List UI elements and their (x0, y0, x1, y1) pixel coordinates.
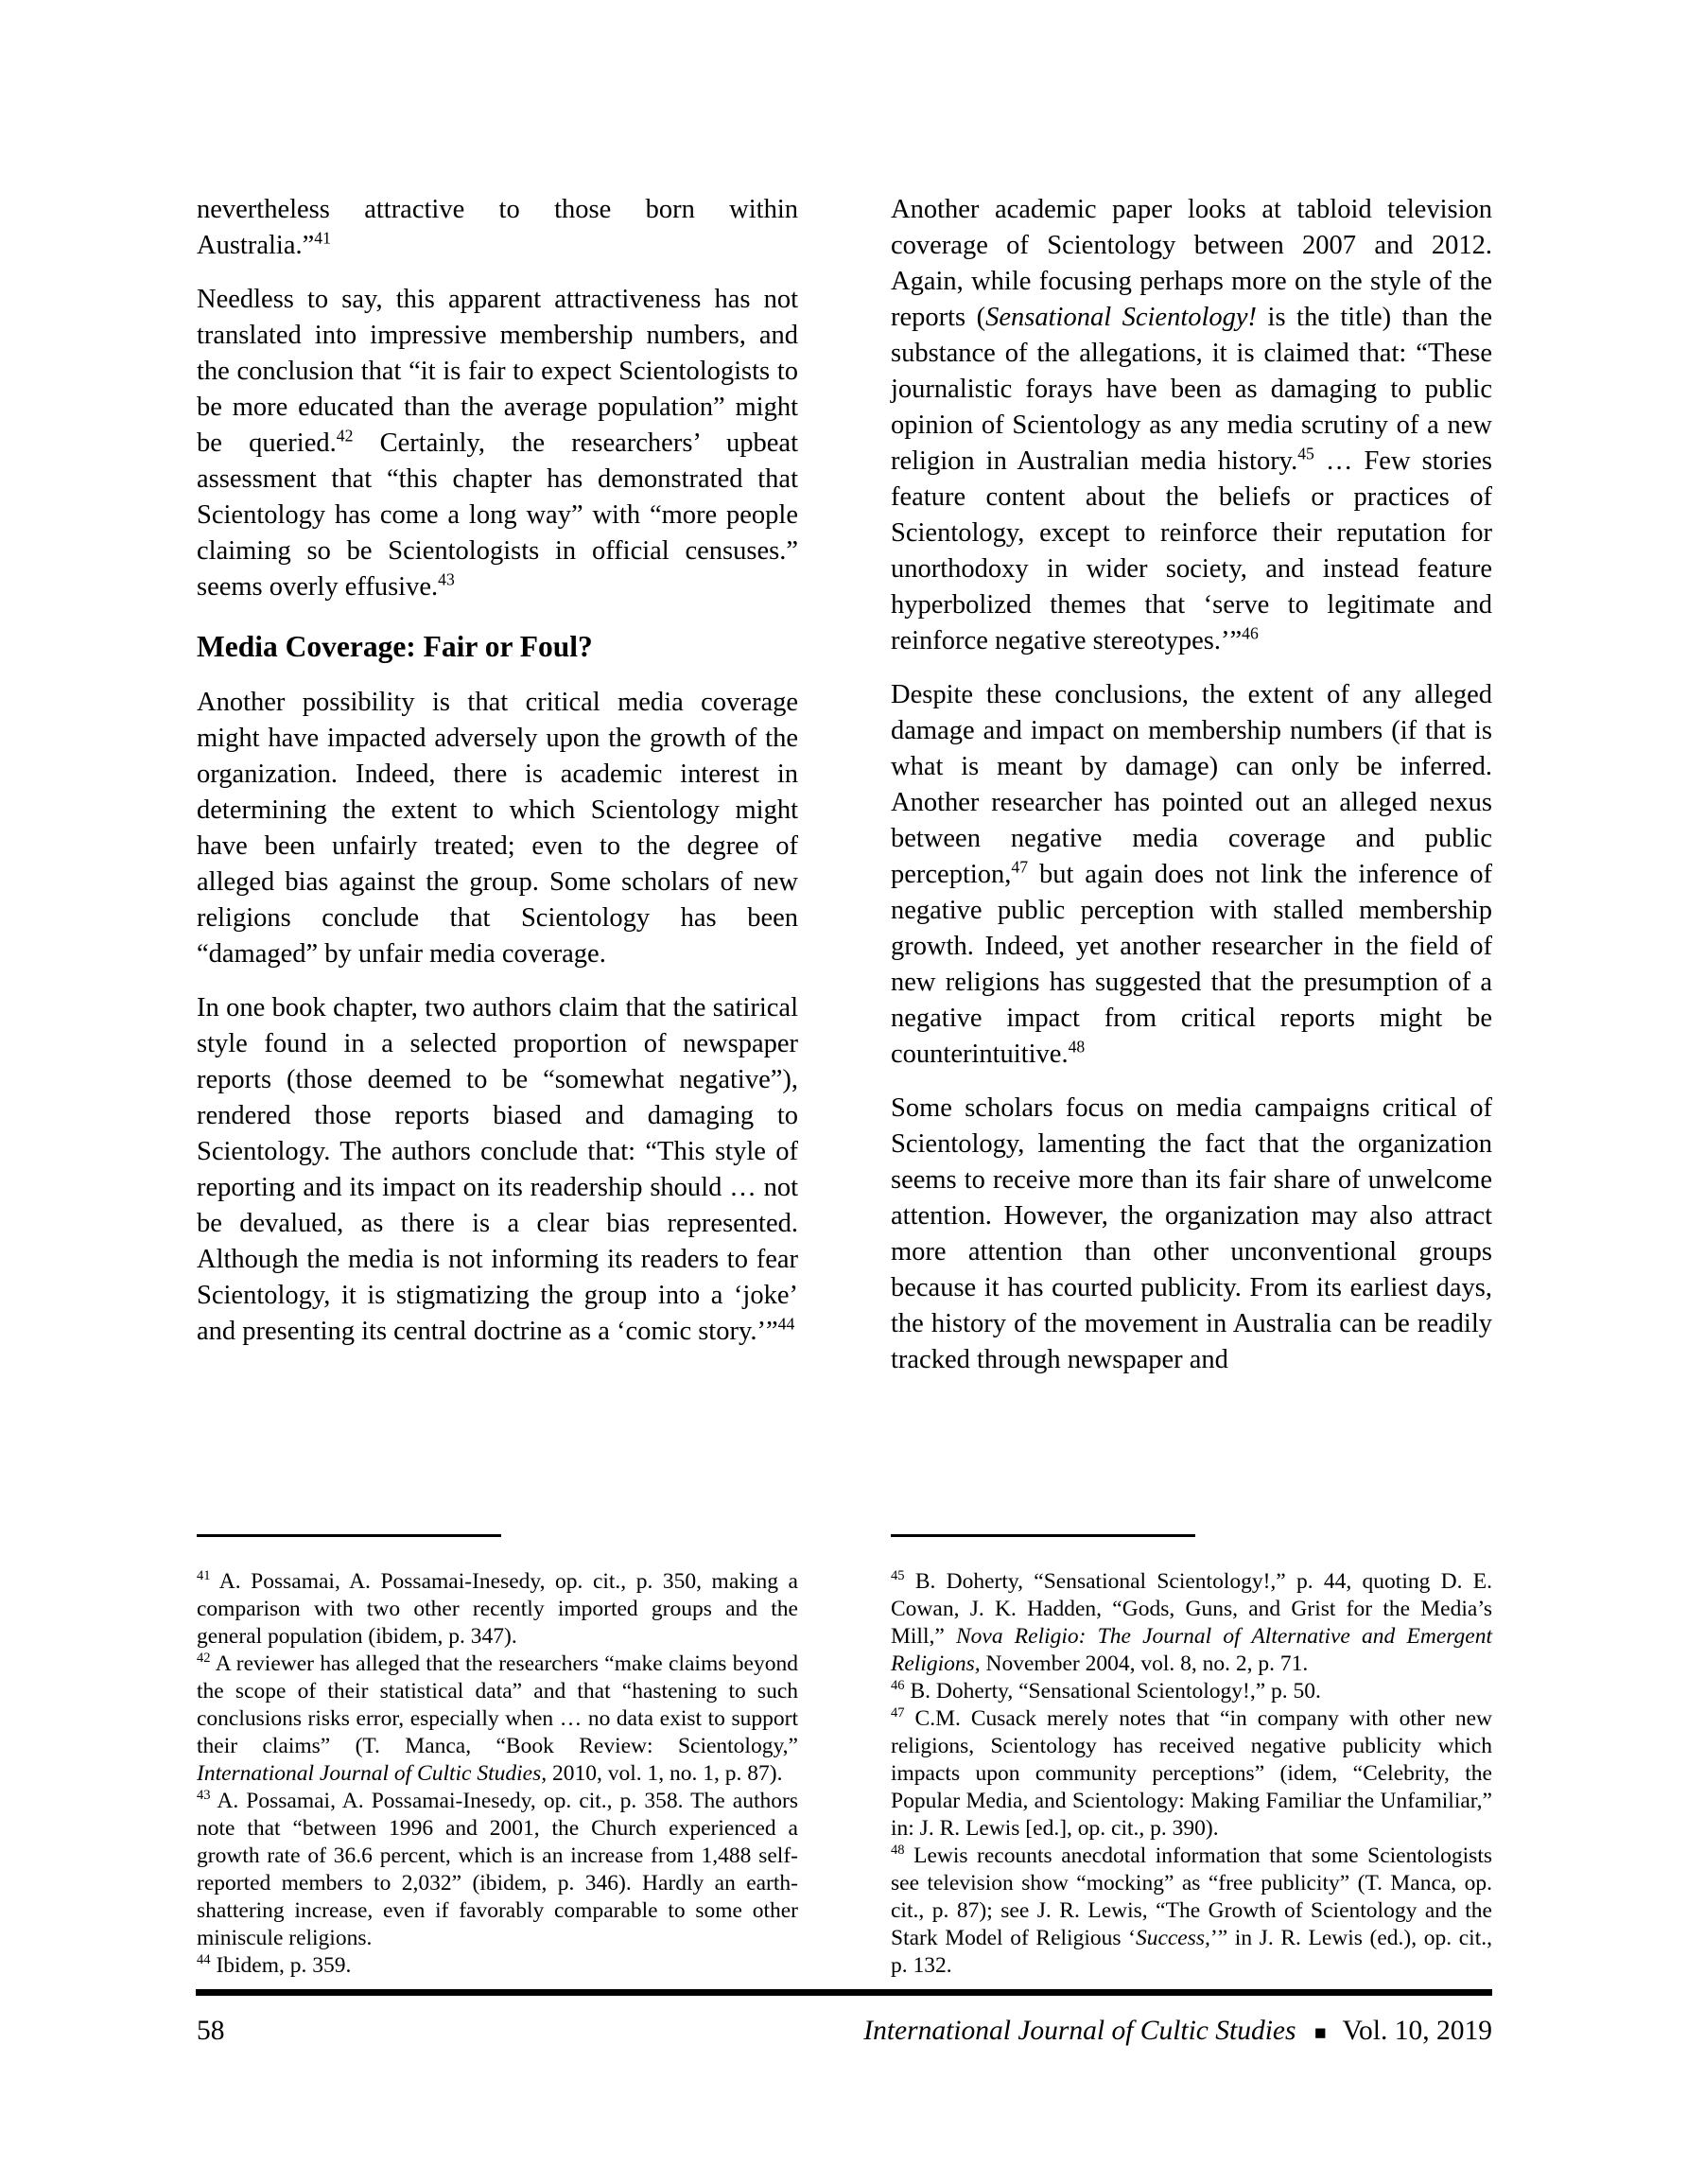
body-columns (197, 192, 1492, 1396)
footnote-48: $^{48}$ Lewis recounts anecdotal information that some Scientologists see television show “mocking” as “free publicity” (T. Manca, op. cit., p. 87); see J. R. Lewis, “The Growth of Scientology and the Stark Model of Religious ‘Success,’” in J. R. Lewis (ed.), op. cit., p. 132. (891, 1843, 1492, 1978)
footnote-43: $^{43}$ A. Possamai, A. Possamai-Inesedy, op. cit., p. 358. The authors note that “between 1996 and 2001, the Church experienced a growth rate of 36.6 percent, which is an increase from 1,488 self-reported members to 2,032” (ibidem, p. 346). Hardly an earth-shattering increase, even if favorably comparable to some other miniscule religions. (197, 1788, 798, 1950)
footnote-42: $^{42}$ A reviewer has alleged that the researchers “make claims beyond the scope of their statistical data” and that “hastening to such conclusions risks error, especially when … no data exist to support their claims” (T. Manca, “Book Review: Scientology,” International Journal of Cultic Studies, 2010, vol. 1, no. 1, p. 87). (197, 1651, 798, 1786)
section-heading: Media Coverage: Fair or Foul? (197, 630, 593, 663)
footnotes-right-column (891, 1534, 1492, 1980)
journal-citation (863, 2013, 1492, 2051)
footnote-47: $^{47}$ C.M. Cusack merely notes that “in company with other new religions, Scientology has received negative publicity which impacts upon community perceptions” (idem, “Celebrity, the Popular Media, and Scientology: Making Familiar the Unfamiliar,” in: J. R. Lewis [ed.], op. cit., p. 390). (891, 1705, 1492, 1841)
paragraph-some-scholars: Some scholars focus on media campaigns critical of Scientology, lamenting the fact that the organization seems to receive more than its fair share of unwelcome attention. However, the organization may also attract more attention than other unconventional groups because it has courted publicity. From its earliest days, the history of the movement in Australia can be readily tracked through newspaper and (891, 1093, 1492, 1374)
footnote-44: $^{44}$ Ibidem, p. 359. (197, 1952, 352, 1978)
square-separator-icon: ■ (1313, 2021, 1327, 2044)
volume-year: Vol. 10, 2019 (1342, 2016, 1492, 2046)
footnote-41: $^{41}$ A. Possamai, A. Possamai-Inesedy, op. cit., p. 350, making a comparison with two other recently imported groups and the general population (ibidem, p. 347). (197, 1568, 798, 1649)
paragraph-another-possibility: Another possibility is that critical media coverage might have impacted adversely upon the growth of the organization. Indeed, there is academic interest in determining the extent to which Scientology might have been unfairly treated; even to the degree of alleged bias against the group. Some scholars of new religions conclude that Scientology has been “damaged” by unfair media coverage. (197, 688, 798, 969)
right-column (891, 192, 1492, 1396)
footnote-separator-left (197, 1534, 501, 1537)
footnote-separator-right (891, 1534, 1195, 1537)
footnote-45: $^{45}$ B. Doherty, “Sensational Scientology!,” p. 44, quoting D. E. Cowan, J. K. Hadden, “Gods, Guns, and Grist for the Media’s Mill,” Nova Religio: The Journal of Alternative and Emergent Religions, November 2004, vol. 8, no. 2, p. 71. (891, 1568, 1492, 1676)
paragraph-book-chapter: In one book chapter, two authors claim that the satirical style found in a selected proportion of newspaper reports (those deemed to be “somewhat negative”), rendered those reports biased and damaging to Scientology. The authors conclude that: “This style of reporting and its impact on its readership should … not be devalued, as there is a clear bias represented. Although the media is not informing its readers to fear Scientology, it is stigmatizing the group into a ‘joke’ and presenting its central doctrine as a ‘comic story.’”$^{44}$ (197, 993, 798, 1346)
paragraph-despite-conclusions: Despite these conclusions, the extent of any alleged damage and impact on membership numbers (if that is what is meant by damage) can only be inferred. Another researcher has pointed out an alleged nexus between negative media coverage and public perception,$^{47}$ but again does not link the inference of negative public perception with stalled membership growth. Indeed, yet another researcher in the field of new religions has suggested that the presumption of a negative impact from critical reports might be counterintuitive.$^{48}$ (891, 680, 1492, 1069)
footnote-46: $^{46}$ B. Doherty, “Sensational Scientology!,” p. 50. (891, 1678, 1321, 1704)
journal-title: International Journal of Cultic Studies (863, 2016, 1296, 2046)
paragraph-intro-continuation: nevertheless attractive to those born within Australia.”$^{41}$ (197, 195, 798, 260)
page-number: 58 (197, 2016, 225, 2046)
footer-rule (196, 1989, 1492, 1996)
page-footer (197, 2013, 1492, 2051)
footnotes-section (197, 1534, 1492, 1980)
footnotes-left-column (197, 1534, 798, 1980)
left-column (197, 192, 798, 1396)
paragraph-tabloid-tv: Another academic paper looks at tabloid television coverage of Scientology between 2007 and 2012. Again, while focusing perhaps more on the style of the reports (Sensational Scientology! is the title) than the substance of the allegations, it is claimed that: “These journalistic forays have been as damaging to public opinion of Scientology as any media scrutiny of a new religion in Australian media history.$^{45}$ … Few stories feature content about the beliefs or practices of Scientology, except to reinforce their reputation for unorthodoxy in wider society, and instead feature hyperbolized themes that ‘serve to legitimate and reinforce negative stereotypes.’”$^{46}$ (891, 195, 1492, 655)
paragraph-needless-to-say: Needless to say, this apparent attractiveness has not translated into impressive membership numbers, and the conclusion that “it is fair to expect Scientologists to be more educated than the average population” might be queried.$^{42}$ Certainly, the researchers’ upbeat assessment that “this chapter has demonstrated that Scientology has come a long way” with “more people claiming so be Scientologists in official censuses.” seems overly effusive.$^{43}$ (197, 285, 798, 602)
